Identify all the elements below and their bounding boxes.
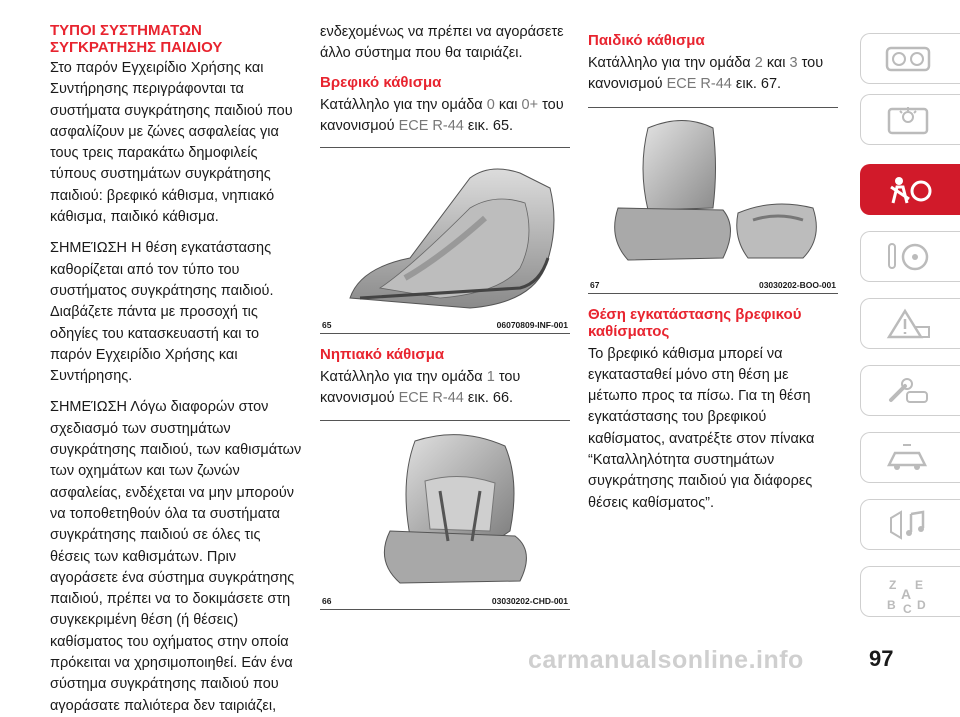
tab-dashboard[interactable] xyxy=(860,33,960,84)
page-number: 97 xyxy=(869,646,894,671)
wrench-car-icon xyxy=(885,374,931,408)
toddler-seat-heading: Νηπιακό κάθισμα xyxy=(320,346,445,364)
infant-and: και xyxy=(494,96,522,113)
section-title-line-2: ΣΥΓΚΡΑΤΗΣΗΣ ΠΑΙΔΙΟΥ xyxy=(50,39,223,56)
key-steering-icon xyxy=(885,240,931,274)
svg-text:D: D xyxy=(917,598,926,612)
installation-heading: Θέση εγκατάστασης βρεφικού καθίσματος xyxy=(588,305,802,340)
figure-67-number: 67 xyxy=(590,279,600,290)
tab-warning-lights[interactable] xyxy=(860,94,960,145)
figure-66 xyxy=(320,420,570,610)
column-3 xyxy=(588,22,838,514)
index-letters-icon xyxy=(885,575,931,615)
hazard-triangle-icon xyxy=(885,307,931,341)
figure-67-caption xyxy=(588,280,838,290)
seatbelt-airbag-icon xyxy=(885,173,933,209)
tab-technical-data[interactable] xyxy=(860,432,960,483)
figure-66-code: 03030202-CHD-001 xyxy=(491,595,568,606)
multimedia-icon xyxy=(885,508,931,542)
svg-text:A: A xyxy=(901,586,912,602)
tab-maintenance[interactable] xyxy=(860,365,960,416)
child-text-a: Κατάλληλο για την ομάδα xyxy=(588,55,755,71)
svg-text:C: C xyxy=(903,602,912,615)
child-regulation: ECE R-44 xyxy=(666,76,732,93)
infant-text-b: του κανονισμού xyxy=(320,96,564,134)
continuation-paragraph: ενδεχομένως να πρέπει να αγοράσετε άλλο σύστημα που θα ταιριάζει. xyxy=(320,24,564,62)
child-text-b: του κανονισμού xyxy=(588,55,824,93)
figure-65-caption xyxy=(320,320,570,330)
intro-paragraph: Στο παρόν Εγχειρίδιο Χρήσης και Συντήρησης περιγράφονται τα συστήματα συγκράτησης παιδιού που ασφαλίζουν με ζώνες ασφαλείας για τους τρεις παρακάτω δημοφιλείς τύπους συστημάτων συγκράτησης παιδιού: βρεφικό κάθισμα, νηπιακό κάθισμα, παιδικό κάθισμα. xyxy=(50,60,293,226)
note-paragraph-1: ΣΗΜΕΊΩΣΗ Η θέση εγκατάστασης καθορίζεται από τον τύπο του συστήματος συγκράτησης παιδιού. Διαβάζετε πάντα με προσοχή τις οδηγίες του κατασκευαστή και το παρόν Εγχειρίδιο Χρήσης και Συντήρησης. xyxy=(50,240,274,385)
section-title-line-1: ΤΥΠΟΙ ΣΥΣΤΗΜΑΤΩΝ xyxy=(50,22,202,39)
column-1 xyxy=(50,22,304,717)
tab-starting-driving[interactable] xyxy=(860,231,960,282)
figure-67 xyxy=(588,107,838,294)
child-seat-text xyxy=(588,53,838,96)
toddler-text-b: του κανονισμού xyxy=(320,369,521,407)
figure-65 xyxy=(320,147,570,334)
child-and: και xyxy=(762,55,790,71)
child-seat-heading: Παιδικό κάθισμα xyxy=(588,32,705,49)
infant-text-a: Κατάλληλο για την ομάδα xyxy=(320,96,487,113)
watermark: carmanualsonline.info xyxy=(528,646,804,674)
booster-seat-illustration xyxy=(588,108,838,278)
note-paragraph-2: ΣΗΜΕΊΩΣΗ Λόγω διαφορών στον σχεδιασμό των συστημάτων συγκράτησης παιδιού, των καθισμάτων των οχημάτων και των ζωνών ασφαλείας, ενδέχεται να μην μπορούν να τοποθετηθούν όλα τα συστήματα συγκράτησης παιδιού σε όλες τις θέσεις των καθισμάτων. Πριν αγοράσετε ένα σύστημα συγκράτησης παιδιού, πρέπει να το δοκιμάσετε στη συγκεκριμένη θέση (ή θέσεις) καθίσματος του οχήματος στην οποία πρόκειται να χρησιμοποιηθεί. Εάν ένα σύστημα συγκράτησης παιδιού που αγοράσατε παλιότερα δεν ταιριάζει, xyxy=(50,399,302,714)
figure-66-caption xyxy=(320,596,570,606)
section-title xyxy=(50,22,304,56)
toddler-seat-text xyxy=(320,367,570,410)
child-group-2: 2 xyxy=(754,55,763,71)
infant-seat-text xyxy=(320,95,570,138)
toddler-text-a: Κατάλληλο για την ομάδα xyxy=(320,369,487,386)
toddler-regulation: ECE R-44 xyxy=(398,390,464,407)
figure-67-code: 03030202-BOO-001 xyxy=(758,279,836,290)
installation-text: Το βρεφικό κάθισμα μπορεί να εγκατασταθεί μόνο στη θέση με μέτωπο προς τα πίσω. Για τη θέση εγκατάστασης του βρεφικού καθίσματος, ανατρέξτε στον πίνακα “Καταλληλότητα συστημάτων συγκράτησης παιδιού για διάφορες θέσεις καθίσματος”. xyxy=(588,345,815,511)
tab-emergency[interactable] xyxy=(860,298,960,349)
tab-index[interactable] xyxy=(860,566,960,617)
figure-65-number: 65 xyxy=(322,320,332,331)
toddler-figure-ref: εικ. 66. xyxy=(463,390,514,407)
toddler-seat-illustration xyxy=(320,421,570,593)
warning-lights-icon xyxy=(885,103,931,137)
figure-65-code: 06070809-INF-001 xyxy=(496,320,568,331)
dashboard-icon xyxy=(885,42,931,76)
child-group-3: 3 xyxy=(789,55,798,71)
svg-text:B: B xyxy=(887,598,896,612)
svg-text:Z: Z xyxy=(889,578,897,592)
svg-text:E: E xyxy=(915,578,924,592)
figure-66-number: 66 xyxy=(322,595,332,606)
infant-group-0-plus: 0+ xyxy=(521,96,539,113)
infant-carrier-illustration xyxy=(320,148,570,318)
infant-seat-heading: Βρεφικό κάθισμα xyxy=(320,73,442,91)
tab-multimedia[interactable] xyxy=(860,499,960,550)
child-figure-ref: εικ. 67. xyxy=(731,76,782,93)
toddler-group-1: 1 xyxy=(486,369,495,386)
infant-figure-ref: εικ. 65. xyxy=(463,117,514,134)
infant-group-0: 0 xyxy=(486,96,495,113)
column-2 xyxy=(320,22,570,610)
infant-regulation: ECE R-44 xyxy=(398,117,464,134)
tab-safety[interactable] xyxy=(860,164,960,215)
specs-car-icon xyxy=(885,441,931,475)
